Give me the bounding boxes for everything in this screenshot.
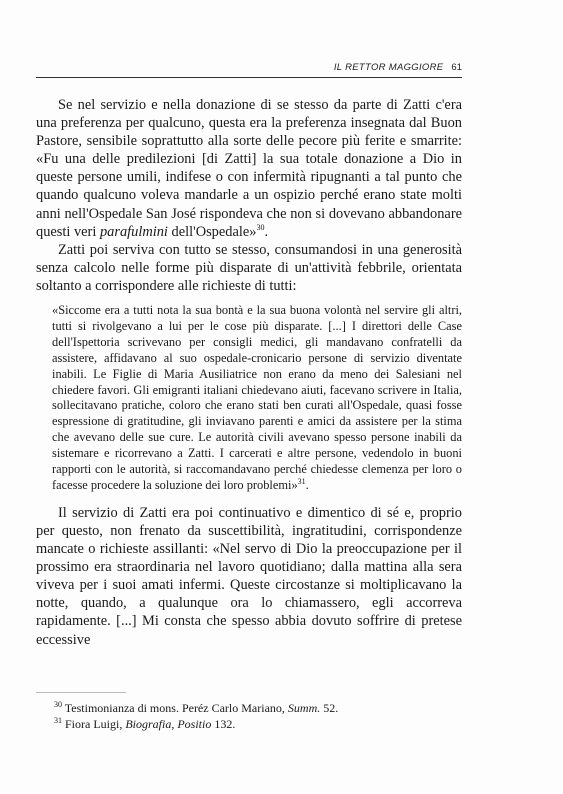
block-quote-text: «Siccome era a tutti nota la sua bontà e la sua buona volontà nel servire gli altri, tutti si rivolgevano a lui per le cose più disparate. [...] I direttori delle Case dell'Ispettoria scrivevano per consigli medici, gli mandavano confratelli da assistere, affidavano al suo ospedale-cronicario persone di servizio diventate inabili. Le Figlie di Maria Ausiliatrice non erano da meno dei Salesiani nel chiedere favori. Gli emigranti italiani chiedevano aiuti, facevano scrivere in Italia, sollecitavano pratiche, coloro che erano stati ben curati all'Ospedale, quasi fosse espressione di gratitudine, gli inviavano parenti e amici da assistere per la stima che avevano delle sue cure. Le autorità civili avevano spesso persone inabili da sistemare e ricorrevano a Zatti. I carcerati e altre persone, vedendolo in buoni rapporti con le autorità, si raccomandavano perché chiedesse clemenza per loro o facesse procedere la soluzione dei loro problemi»: [52, 303, 462, 492]
paragraph-3: Il servizio di Zatti era poi continuativo e dimentico di sé e, proprio per questo, non frenato da suscettibilità, ingratitudini, corrispondenze mancate o richieste assillanti: «Nel servo di Dio la preoccupazione per il prossimo era straordinaria nel lavoro quotidiano; dalla mattina alla sera viveva per i suoi amati infermi. Queste circostanze si moltiplicavano la notte, quando, a qualunque ora lo chiamassero, egli accorreva rapidamente. [...] Mi consta che spesso abbia dovuto soffrire di pretese eccessive: [36, 504, 462, 648]
footnote-text: Testimonianza di mons. Peréz Carlo Mariano,: [64, 701, 288, 715]
footnote-italic: Biografia: [125, 717, 172, 731]
running-head: [36, 62, 462, 73]
footnote-text-end: 132.: [211, 717, 236, 731]
paragraph-1-text-end: dell'Ospedale»: [167, 223, 257, 240]
footnote-number: 31: [54, 716, 62, 725]
footnote-italic-2: Positio: [177, 717, 212, 731]
paragraph-2: Zatti poi serviva con tutto se stesso, consumandosi in una generosità senza calcolo nelle forme più disparate di un'attività febbrile, orientata soltanto a corrispondere alle richieste di tutti:: [36, 241, 462, 294]
paragraph-1-text: Se nel servizio e nella donazione di se stesso da parte di Zatti c'era una preferenza per qualcuno, questa era la preferenza insegnata dal Buon Pastore, sensibile soprattutto alla sorte delle pecore più ferite e smarrite: «Fu una delle predilezioni [di Zatti] la sua totale donazione a Dio in queste persone umili, indifese o con infermità ripugnanti a tal punto che quando qualcuno voleva mandarle a un ospizio perché erano state molti anni nell'Ospedale San José rispondeva che non si dovevano abbandonare questi veri: [36, 97, 462, 240]
footnote-ref-30: 30: [256, 222, 265, 232]
footnote-text-middle: ,: [171, 717, 178, 731]
footnote-31: [54, 716, 454, 732]
footnote-ref-31: 31: [297, 476, 306, 486]
footnote-text-end: 52.: [320, 701, 339, 715]
running-head-title: IL RETTOR MAGGIORE: [333, 62, 444, 73]
main-text: [36, 96, 462, 649]
page-number: 61: [451, 62, 462, 73]
footnote-30: [54, 700, 454, 716]
footnote-text: Fiora Luigi,: [65, 717, 126, 731]
footnotes: [54, 700, 454, 732]
block-quote: «Siccome era a tutti nota la sua bontà e la sua buona volontà nel servire gli altri, tutti si rivolgevano a lui per le cose più disparate. [...] I direttori delle Case dell'Ispettoria scrivevano per consigli medici, gli mandavano confratelli da assistere, affidavano al suo ospedale-cronicario persone di servizio diventate inabili. Le Figlie di Maria Ausiliatrice non erano da meno dei Salesiani nel chiedere favori. Gli emigranti italiani chiedevano aiuti, facevano scrivere in Italia, sollecitavano pratiche, coloro che erano stati ben curati all'Ospedale, quasi fosse espressione di gratitudine, gli inviavano parenti e amici da assistere per la stima che avevano delle sue cure. Le autorità civili avevano spesso persone inabili da sistemare e ricorrevano a Zatti. I carcerati e altre persone, vedendolo in buoni rapporti con le autorità, si raccomandavano perché chiedesse clemenza per loro o facesse procedere la soluzione dei loro problemi»$^{31}$.: [52, 303, 462, 492]
footnote-italic: Summ.: [287, 701, 321, 715]
header-rule: [36, 77, 462, 78]
paragraph-1-italic: parafulmini: [99, 223, 168, 240]
paragraph-1: Se nel servizio e nella donazione di se stesso da parte di Zatti c'era una preferenza per qualcuno, questa era la preferenza insegnata dal Buon Pastore, sensibile soprattutto alla sorte delle pecore più ferite e smarrite: «Fu una delle predilezioni [di Zatti] la sua totale donazione a Dio in queste persone umili, indifese o con infermità ripugnanti a tal punto che quando qualcuno voleva mandarle a un ospizio perché erano state molti anni nell'Ospedale San José rispondeva che non si dovevano abbandonare questi veri parafulmini dell'Ospedale»$^{30}$.: [36, 97, 462, 240]
footnote-rule: [36, 692, 126, 693]
footnote-number: 30: [54, 700, 62, 709]
